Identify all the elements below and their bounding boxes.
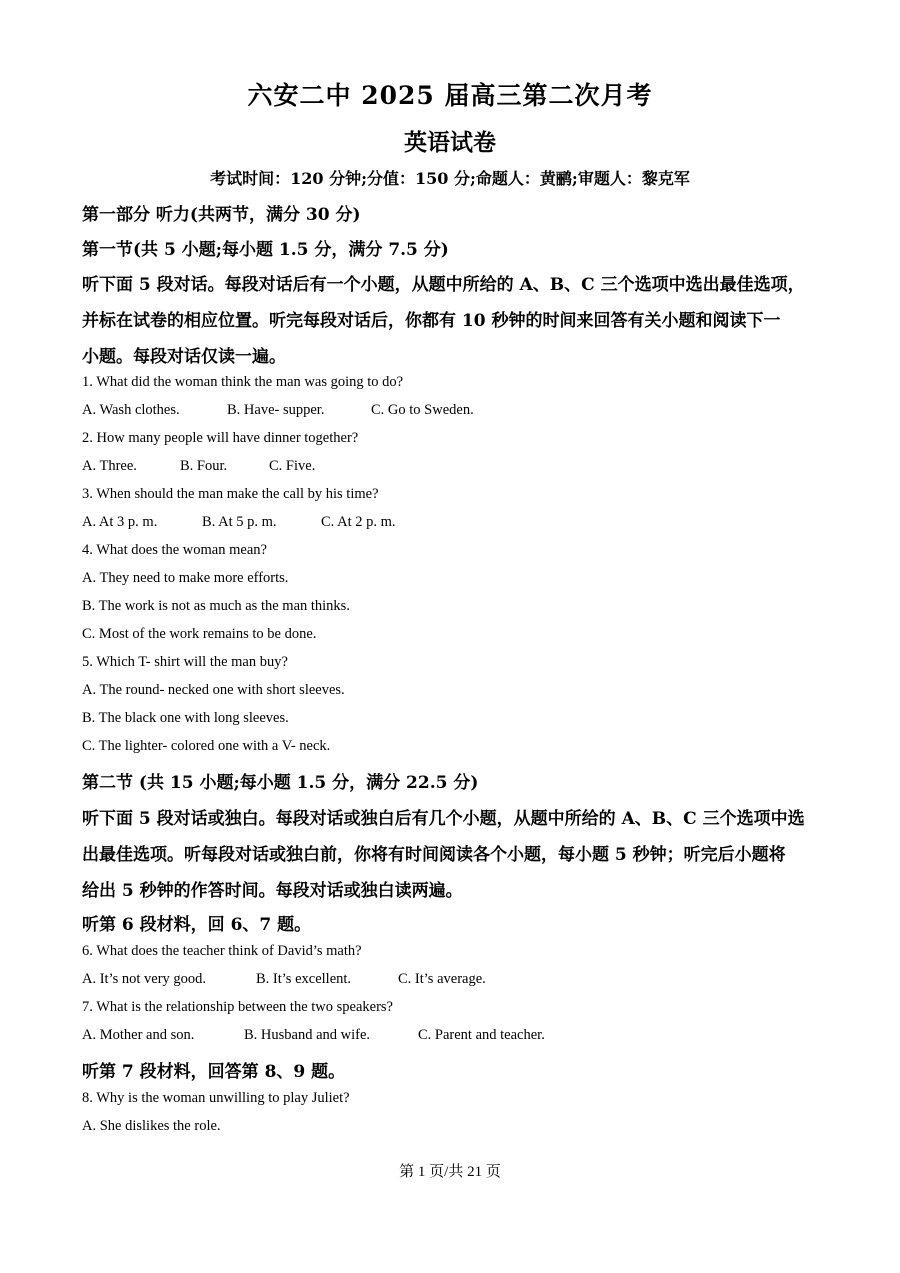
material-6-heading: 听第 6 段材料，回 6、7 题。: [82, 915, 312, 935]
section1-heading: 第一节(共 5 小题;每小题 1.5 分，满分 7.5 分): [82, 240, 449, 260]
question-3: 3. When should the man make the call by his time?: [82, 486, 379, 502]
option-4c: C. Most of the work remains to be done.: [82, 626, 317, 642]
option-2a: A. Three.: [82, 458, 137, 474]
option-4b: B. The work is not as much as the man thinks.: [82, 598, 350, 614]
question-6: 6. What does the teacher think of David’s math?: [82, 943, 362, 959]
exam-title: 六安二中 2025 届高三第二次月考: [247, 81, 653, 110]
section1-instruction: 并标在试卷的相应位置。听完每段对话后，你都有 10 秒钟的时间来回答有关小题和阅读下一: [82, 311, 781, 331]
option-6b: B. It’s excellent.: [256, 971, 352, 987]
part1-heading: 第一部分 听力(共两节，满分 30 分): [82, 205, 361, 225]
question-8: 8. Why is the woman unwilling to play Juliet?: [82, 1090, 350, 1106]
option-2b: B. Four.: [180, 458, 228, 474]
exam-subtitle: 英语试卷: [404, 129, 496, 156]
option-4a: A. They need to make more efforts.: [82, 570, 289, 586]
question-2: 2. How many people will have dinner together?: [82, 430, 359, 446]
option-5c: C. The lighter- colored one with a V- neck.: [82, 738, 331, 754]
option-7c: C. Parent and teacher.: [418, 1027, 545, 1043]
option-1c: C. Go to Sweden.: [371, 402, 474, 418]
section1-instruction: 听下面 5 段对话。每段对话后有一个小题，从题中所给的 A、B、C 三个选项中选出最佳选项，: [82, 275, 805, 295]
option-5a: A. The round- necked one with short sleeves.: [82, 682, 345, 698]
exam-info: 考试时间：120 分钟;分值：150 分;命题人：黄鹂;审题人：黎克军: [210, 169, 690, 188]
section1-instruction: 小题。每段对话仅读一遍。: [82, 347, 286, 367]
option-5b: B. The black one with long sleeves.: [82, 710, 289, 726]
option-3b: B. At 5 p. m.: [202, 514, 277, 530]
option-6c: C. It’s average.: [398, 971, 486, 987]
question-7: 7. What is the relationship between the two speakers?: [82, 999, 393, 1015]
option-7a: A. Mother and son.: [82, 1027, 195, 1043]
option-3c: C. At 2 p. m.: [321, 514, 396, 530]
option-7b: B. Husband and wife.: [244, 1027, 371, 1043]
page-number: 第 1 页/共 21 页: [399, 1164, 501, 1180]
option-1a: A. Wash clothes.: [82, 402, 180, 418]
option-6a: A. It’s not very good.: [82, 971, 207, 987]
question-4: 4. What does the woman mean?: [82, 542, 267, 558]
material-7-heading: 听第 7 段材料，回答第 8、9 题。: [82, 1062, 346, 1082]
section2-instruction: 听下面 5 段对话或独白。每段对话或独白后有几个小题，从题中所给的 A、B、C 三个选项中选: [82, 809, 805, 829]
option-8a: A. She dislikes the role.: [82, 1118, 221, 1134]
section2-instruction: 给出 5 秒钟的作答时间。每段对话或独白读两遍。: [82, 881, 463, 901]
section2-instruction: 出最佳选项。听每段对话或独白前，你将有时间阅读各个小题，每小题 5 秒钟；听完后小题将: [82, 845, 786, 865]
option-2c: C. Five.: [269, 458, 316, 474]
section2-heading: 第二节 (共 15 小题;每小题 1.5 分，满分 22.5 分): [82, 773, 479, 793]
question-5: 5. Which T- shirt will the man buy?: [82, 654, 288, 670]
option-1b: B. Have- supper.: [227, 402, 325, 418]
option-3a: A. At 3 p. m.: [82, 514, 158, 530]
question-1: 1. What did the woman think the man was going to do?: [82, 374, 404, 390]
